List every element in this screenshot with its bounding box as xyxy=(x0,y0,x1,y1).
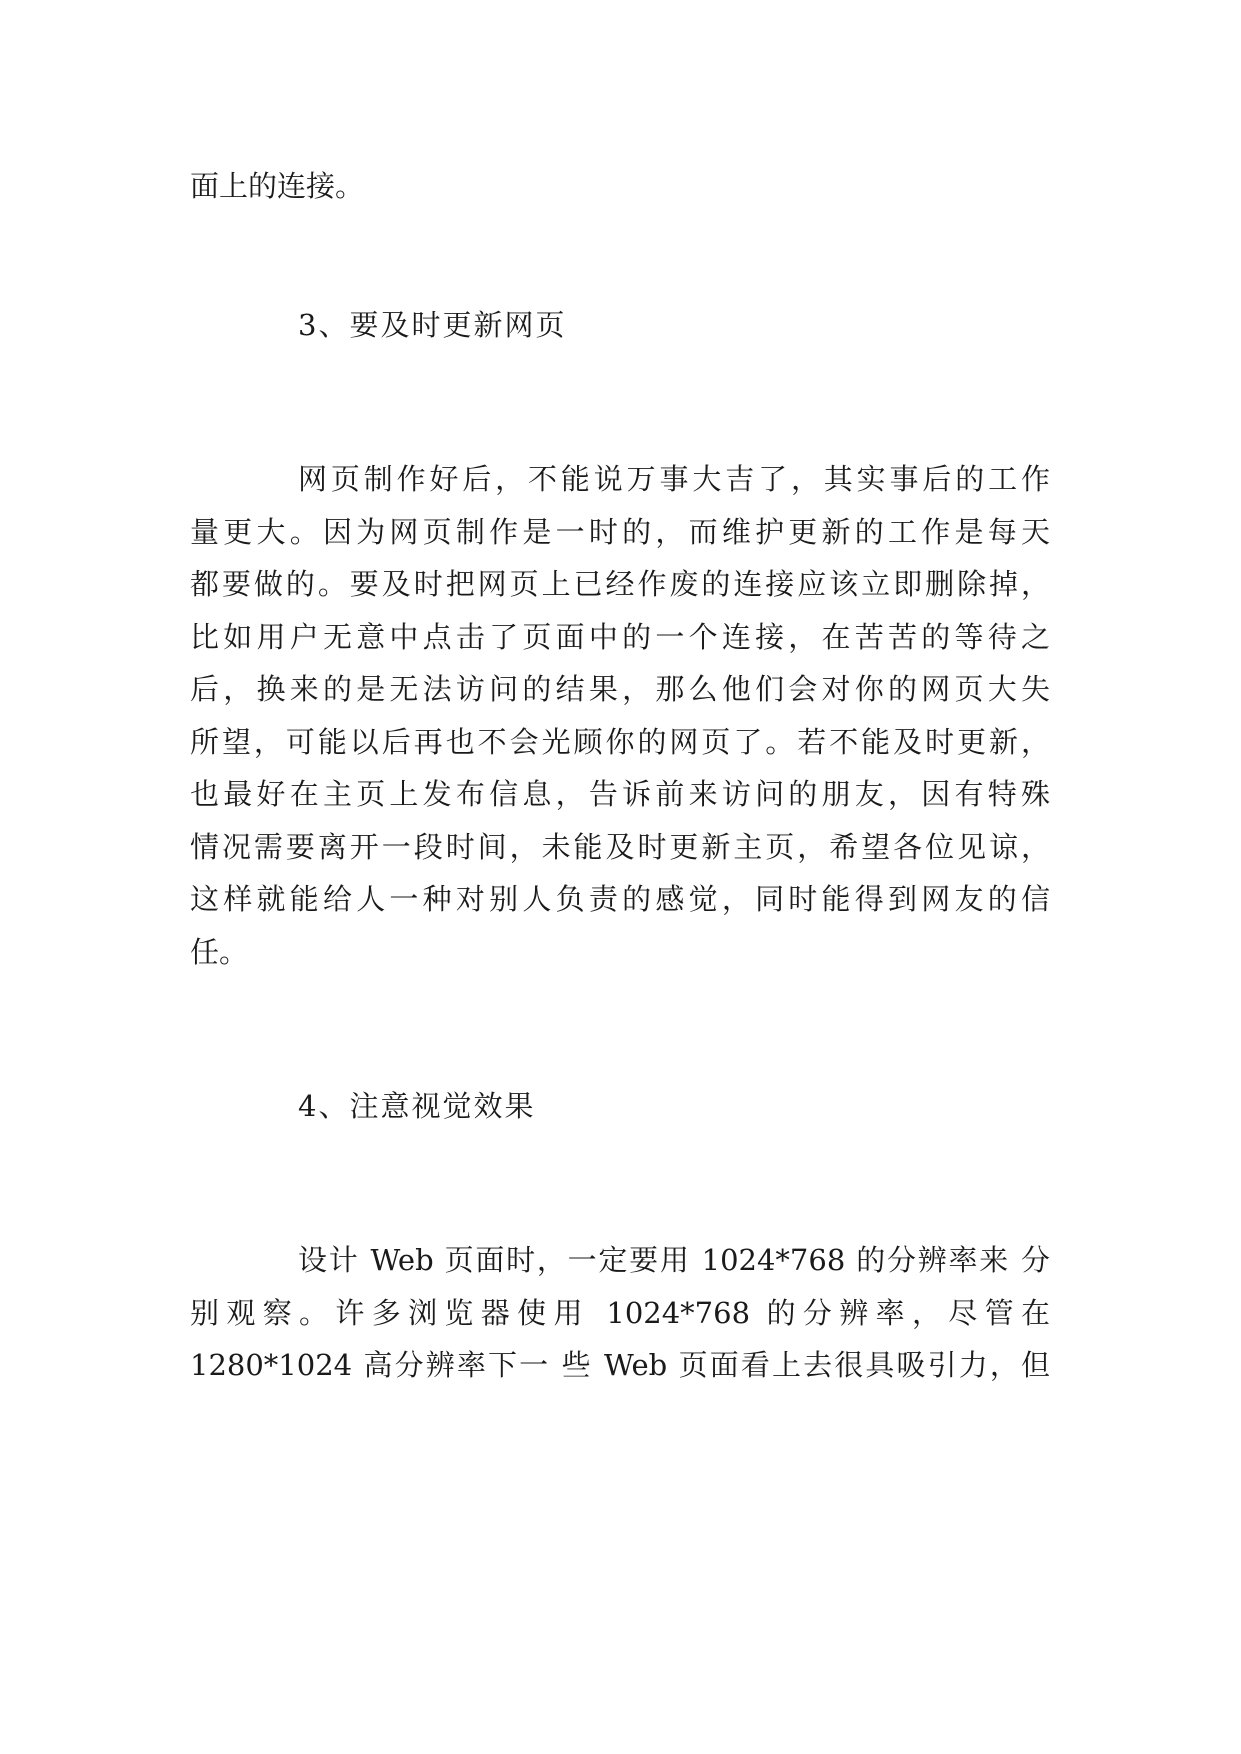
paragraph-line: 别观察。许多浏览器使用 1024*768 的分辨率，尽管在 xyxy=(190,1296,1050,1330)
paragraph-line: 比如用户无意中点击了页面中的一个连接，在苦苦的等待之 xyxy=(190,620,1050,654)
intro-text-line: 面上的连接。 xyxy=(190,169,365,203)
paragraph-line: 网页制作好后，不能说万事大吉了，其实事后的工作 xyxy=(298,462,1050,496)
paragraph-line: 所望，可能以后再也不会光顾你的网页了。若不能及时更新， xyxy=(190,725,1050,759)
paragraph-line: 任。 xyxy=(190,935,249,969)
section-3-heading: 3、要及时更新网页 xyxy=(298,308,567,342)
paragraph-line: 量更大。因为网页制作是一时的，而维护更新的工作是每天 xyxy=(190,515,1050,549)
paragraph-line: 后，换来的是无法访问的结果，那么他们会对你的网页大失 xyxy=(190,672,1050,706)
paragraph-line: 都要做的。要及时把网页上已经作废的连接应该立即删除掉， xyxy=(190,567,1050,601)
paragraph-line: 也最好在主页上发布信息，告诉前来访问的朋友，因有特殊 xyxy=(190,777,1050,811)
section-4-heading: 4、注意视觉效果 xyxy=(298,1089,536,1123)
paragraph-line: 设计 Web 页面时，一定要用 1024*768 的分辨率来 分 xyxy=(298,1243,1050,1277)
paragraph-line: 1280*1024 高分辨率下一 些 Web 页面看上去很具吸引力，但 xyxy=(190,1348,1050,1382)
paragraph-line: 这样就能给人一种对别人负责的感觉，同时能得到网友的信 xyxy=(190,882,1050,916)
paragraph-line: 情况需要离开一段时间，未能及时更新主页，希望各位见谅， xyxy=(190,830,1050,864)
